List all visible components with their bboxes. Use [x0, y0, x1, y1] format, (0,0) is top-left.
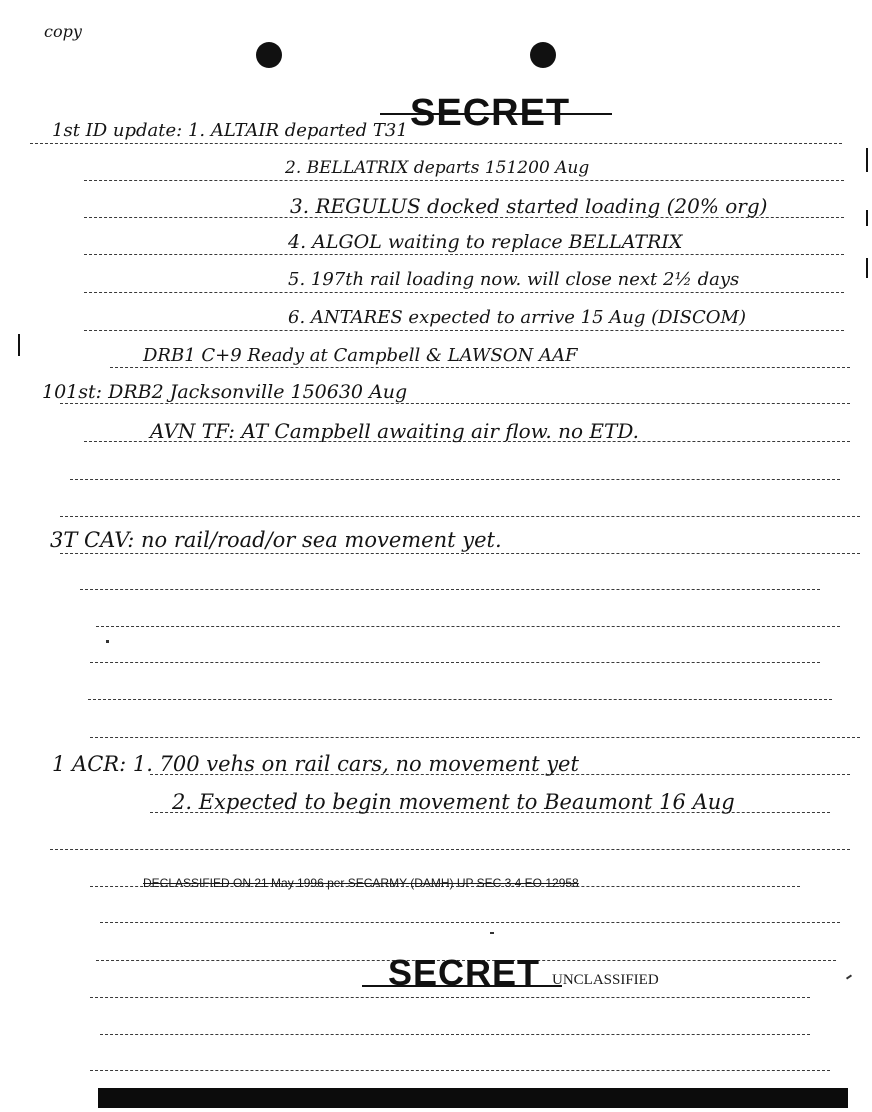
- declassified-notice: DECLASSIFIED ON 21 May 1996 per SECARMY (DAMH) UP SEC 3.4 EO 12958: [143, 876, 579, 890]
- handwritten-line: 1st ID update: 1. ALTAIR departed T31: [52, 120, 408, 141]
- unclassified-marking: UNCLASSIFIED: [552, 972, 659, 988]
- ruled-line: [84, 254, 844, 255]
- handwritten-line: AVN TF: AT Campbell awaiting air flow. no ETD.: [150, 419, 639, 443]
- header-stamp-strike: [380, 113, 612, 115]
- ruled-line: [90, 737, 860, 738]
- margin-mark: [866, 210, 868, 226]
- scan-speck: [490, 932, 494, 934]
- footer-stamp-strike: [362, 985, 562, 987]
- ruled-line: [90, 662, 820, 663]
- handwritten-line: 3T CAV: no rail/road/or sea movement yet.: [50, 528, 502, 552]
- ruled-line: [110, 367, 850, 368]
- ruled-line: [60, 516, 860, 517]
- ruled-line: [84, 292, 844, 293]
- corner-note: copy: [44, 22, 82, 41]
- handwritten-line: 2. BELLATRIX departs 151200 Aug: [285, 158, 590, 178]
- punch-hole-left: [256, 42, 282, 68]
- handwritten-line: 6. ANTARES expected to arrive 15 Aug (DISCOM): [288, 307, 746, 328]
- margin-mark: [866, 148, 868, 172]
- scan-edge-bar: [98, 1088, 848, 1108]
- ruled-line: [90, 997, 810, 998]
- ruled-line: [100, 922, 840, 923]
- ruled-line: [50, 849, 850, 850]
- handwritten-line: 101st: DRB2 Jacksonville 150630 Aug: [42, 381, 408, 403]
- handwritten-line: 3. REGULUS docked started loading (20% org): [290, 194, 768, 218]
- handwritten-line: 5. 197th rail loading now. will close next 2½ days: [288, 269, 740, 290]
- scan-speck: [106, 640, 109, 643]
- ruled-line: [90, 1070, 830, 1071]
- handwritten-line: DRB1 C+9 Ready at Campbell & LAWSON AAF: [143, 345, 578, 366]
- scan-speck: [846, 974, 852, 979]
- handwritten-line: 2. Expected to begin movement to Beaumont 16 Aug: [172, 790, 735, 814]
- ruled-line: [88, 699, 832, 700]
- ruled-line: [100, 1034, 810, 1035]
- punch-hole-right: [530, 42, 556, 68]
- ruled-line: [70, 479, 840, 480]
- footer-secret-stamp: SECRET: [388, 952, 541, 993]
- margin-mark: [18, 334, 20, 356]
- ruled-line: [84, 180, 844, 181]
- header-secret-stamp: SECRET: [410, 92, 571, 134]
- ruled-line: [96, 626, 840, 627]
- ruled-line: [84, 330, 844, 331]
- margin-mark: [866, 258, 868, 278]
- handwritten-line: 4. ALGOL waiting to replace BELLATRIX: [288, 231, 683, 253]
- ruled-line: [80, 589, 820, 590]
- handwritten-line: 1 ACR: 1. 700 vehs on rail cars, no movement yet: [52, 752, 579, 776]
- ruled-line: [30, 143, 842, 144]
- ruled-line: [60, 403, 850, 404]
- ruled-line: [60, 553, 860, 554]
